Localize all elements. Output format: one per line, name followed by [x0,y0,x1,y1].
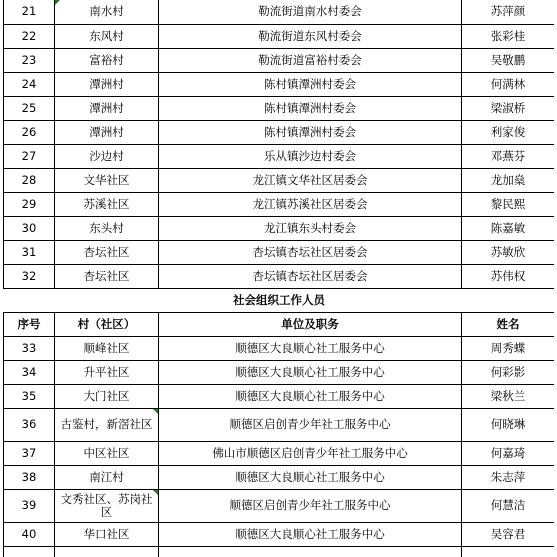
row-number[interactable]: 36 [4,409,55,442]
table-row [4,241,555,265]
name-cell[interactable]: 苏萍颜 [462,0,555,25]
table-row [4,217,555,241]
name-cell[interactable] [462,547,555,557]
table-row [4,193,555,217]
village-text: 南水村 [89,4,124,19]
village-cell[interactable] [55,409,159,442]
village-cell[interactable]: 潭洲村 [55,121,159,145]
unit-cell[interactable]: 陈村镇潭洲村委会 [159,73,462,97]
unit-cell[interactable]: 杏坛镇杏坛社区居委会 [159,241,462,265]
table-row [4,97,555,121]
row-number[interactable]: 38 [4,466,55,490]
village-cell[interactable] [55,490,159,523]
row-number[interactable]: 35 [4,385,55,409]
row-number[interactable]: 23 [4,49,55,73]
row-number[interactable]: 21 [4,0,55,25]
section-row [4,289,555,313]
table-row [4,145,555,169]
name-cell[interactable]: 梁秋兰 [462,385,555,409]
table-row [4,73,555,97]
table-row [4,409,555,442]
row-number[interactable]: 30 [4,217,55,241]
village-cell[interactable]: 中区社区 [55,442,159,466]
name-cell[interactable]: 吴容君 [462,523,555,547]
name-cell[interactable]: 梁淑桥 [462,97,555,121]
comment-marker [153,409,158,414]
village-cell[interactable]: 文华社区 [55,169,159,193]
name-cell[interactable]: 吴敬鹏 [462,49,555,73]
unit-cell[interactable]: 勒流街道东风村委会 [159,25,462,49]
name-cell[interactable]: 苏伟权 [462,265,555,289]
village-cell[interactable] [55,0,159,25]
unit-cell[interactable]: 陈村镇潭洲村委会 [159,121,462,145]
name-cell[interactable]: 陈嘉敏 [462,217,555,241]
row-number[interactable]: 32 [4,265,55,289]
table-row [4,49,555,73]
table-row [4,385,555,409]
village-text: 文秀社区、苏岗社区 [60,491,153,519]
header-unit[interactable]: 单位及职务 [159,313,462,337]
table-row [4,337,555,361]
village-cell[interactable]: 富裕村 [55,49,159,73]
village-cell[interactable]: 升平社区 [55,361,159,385]
table-row [4,121,555,145]
village-cell[interactable]: 杏坛社区 [55,241,159,265]
unit-cell[interactable]: 陈村镇潭洲村委会 [159,97,462,121]
village-cell[interactable]: 东风村 [55,25,159,49]
village-cell[interactable]: 潭洲村 [55,73,159,97]
name-cell[interactable]: 何嘉琦 [462,442,555,466]
row-number[interactable]: 25 [4,97,55,121]
table-row [4,442,555,466]
upper-table-body [4,0,555,557]
table-row [4,25,555,49]
row-number[interactable]: 28 [4,169,55,193]
village-cell[interactable]: 潭洲村 [55,97,159,121]
name-cell[interactable]: 何慧洁 [462,490,555,523]
unit-cell[interactable]: 勒流街道富裕村委会 [159,49,462,73]
table-row [4,361,555,385]
row-number[interactable]: 40 [4,523,55,547]
table-row [4,490,555,523]
village-cell[interactable]: 南江村 [55,466,159,490]
unit-cell[interactable]: 乐从镇沙边村委会 [159,145,462,169]
table-row [4,169,555,193]
row-number[interactable]: 33 [4,337,55,361]
row-number[interactable]: 24 [4,73,55,97]
name-cell[interactable]: 何满林 [462,73,555,97]
village-cell[interactable]: 沙边村 [55,145,159,169]
unit-cell[interactable] [159,547,462,557]
table-row [4,466,555,490]
name-cell[interactable]: 黎民熙 [462,193,555,217]
unit-cell[interactable]: 顺德区大良顺心社工服务中心 [159,385,462,409]
unit-cell[interactable]: 顺德区大良顺心社工服务中心 [159,337,462,361]
row-number[interactable]: 26 [4,121,55,145]
staff-table [3,0,555,557]
unit-cell[interactable]: 顺德区大良顺心社工服务中心 [159,523,462,547]
village-text: 古鉴村，新滘社区 [60,417,153,432]
village-cell[interactable]: 苏溪社区 [55,193,159,217]
header-name[interactable]: 姓名 [462,313,555,337]
name-cell[interactable]: 张彩桂 [462,25,555,49]
comment-marker [153,490,158,495]
row-number[interactable]: 39 [4,490,55,523]
unit-cell[interactable]: 杏坛镇杏坛社区居委会 [159,265,462,289]
name-cell[interactable]: 周秀蝶 [462,337,555,361]
name-cell[interactable]: 何彩影 [462,361,555,385]
row-number[interactable]: 34 [4,361,55,385]
table-row [4,547,555,557]
row-number[interactable]: 27 [4,145,55,169]
row-number[interactable]: 29 [4,193,55,217]
unit-cell[interactable]: 佛山市顺德区启创青少年社工服务中心 [159,442,462,466]
unit-cell[interactable]: 龙江镇东头村委会 [159,217,462,241]
name-cell[interactable]: 利家俊 [462,121,555,145]
table-row [4,265,555,289]
row-number[interactable] [4,547,55,557]
village-cell[interactable]: 大门社区 [55,385,159,409]
village-cell[interactable]: 杏坛社区 [55,265,159,289]
unit-cell[interactable]: 龙江镇文华社区居委会 [159,169,462,193]
name-cell[interactable]: 何晓琳 [462,409,555,442]
comment-marker [55,0,60,5]
section-title[interactable]: 社会组织工作人员 [4,289,555,313]
row-number[interactable]: 37 [4,442,55,466]
header-number[interactable]: 序号 [4,313,55,337]
table-row [4,0,555,25]
name-cell[interactable]: 朱志萍 [462,466,555,490]
unit-cell[interactable]: 龙江镇苏溪社区居委会 [159,193,462,217]
name-cell[interactable]: 龙加燊 [462,169,555,193]
name-cell[interactable]: 苏敏欣 [462,241,555,265]
unit-cell[interactable]: 勒流街道南水村委会 [159,0,462,25]
unit-cell[interactable]: 顺德区启创青少年社工服务中心 [159,409,462,442]
name-cell[interactable]: 邓燕芬 [462,145,555,169]
row-number[interactable]: 31 [4,241,55,265]
unit-cell[interactable]: 顺德区大良顺心社工服务中心 [159,361,462,385]
unit-cell[interactable]: 顺德区大良顺心社工服务中心 [159,466,462,490]
village-cell[interactable]: 顺峰社区 [55,337,159,361]
row-number[interactable]: 22 [4,25,55,49]
village-cell[interactable] [55,547,159,557]
header-row [4,313,555,337]
header-village[interactable]: 村（社区） [55,313,159,337]
unit-cell[interactable]: 顺德区启创青少年社工服务中心 [159,490,462,523]
village-cell[interactable]: 华口社区 [55,523,159,547]
village-cell[interactable]: 东头村 [55,217,159,241]
table-row [4,523,555,547]
